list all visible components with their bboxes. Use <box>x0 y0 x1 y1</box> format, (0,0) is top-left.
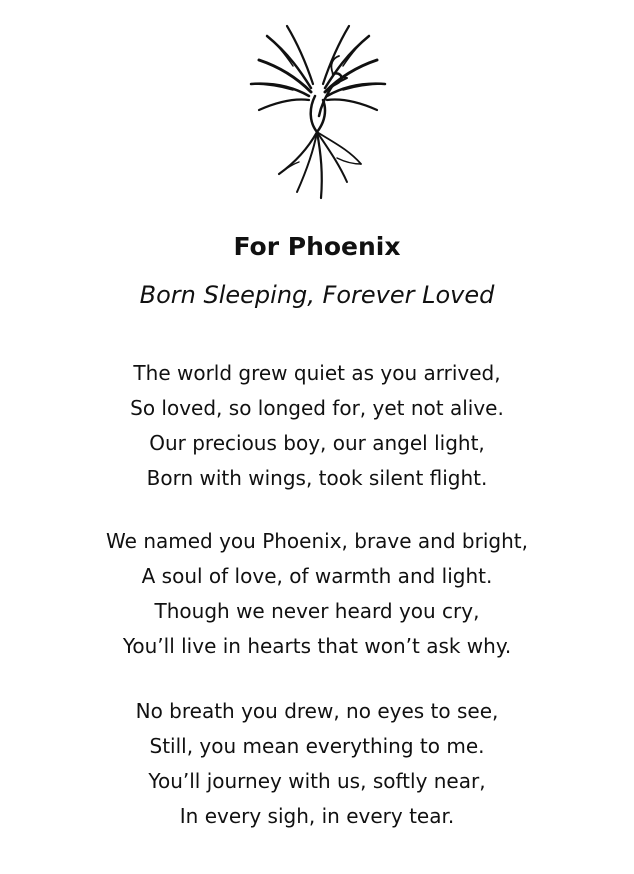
poem-line: Still, you mean everything to me. <box>149 734 485 758</box>
phoenix-icon <box>237 14 397 204</box>
poem-line: Our precious boy, our angel light, <box>149 431 485 455</box>
poem-line: In every sigh, in every tear. <box>179 804 455 828</box>
stanza-1 <box>0 356 634 496</box>
poem-subtitle: Born Sleeping, Forever Loved <box>139 281 495 309</box>
stanza-2 <box>0 524 634 664</box>
poem-line: We named you Phoenix, brave and bright, <box>106 529 528 553</box>
poem-title: For Phoenix <box>233 232 401 261</box>
poem-line: So loved, so longed for, yet not alive. <box>130 396 504 420</box>
poem-line: The world grew quiet as you arrived, <box>133 361 501 385</box>
poem-line: Born with wings, took silent flight. <box>146 466 488 490</box>
poem-line: No breath you drew, no eyes to see, <box>135 699 499 723</box>
poem-line: You’ll live in hearts that won’t ask why. <box>122 634 512 658</box>
stanza-3 <box>0 694 634 834</box>
poem-line: A soul of love, of warmth and light. <box>141 564 493 588</box>
poem-line: You’ll journey with us, softly near, <box>148 769 486 793</box>
poem-line: Though we never heard you cry, <box>154 599 480 623</box>
